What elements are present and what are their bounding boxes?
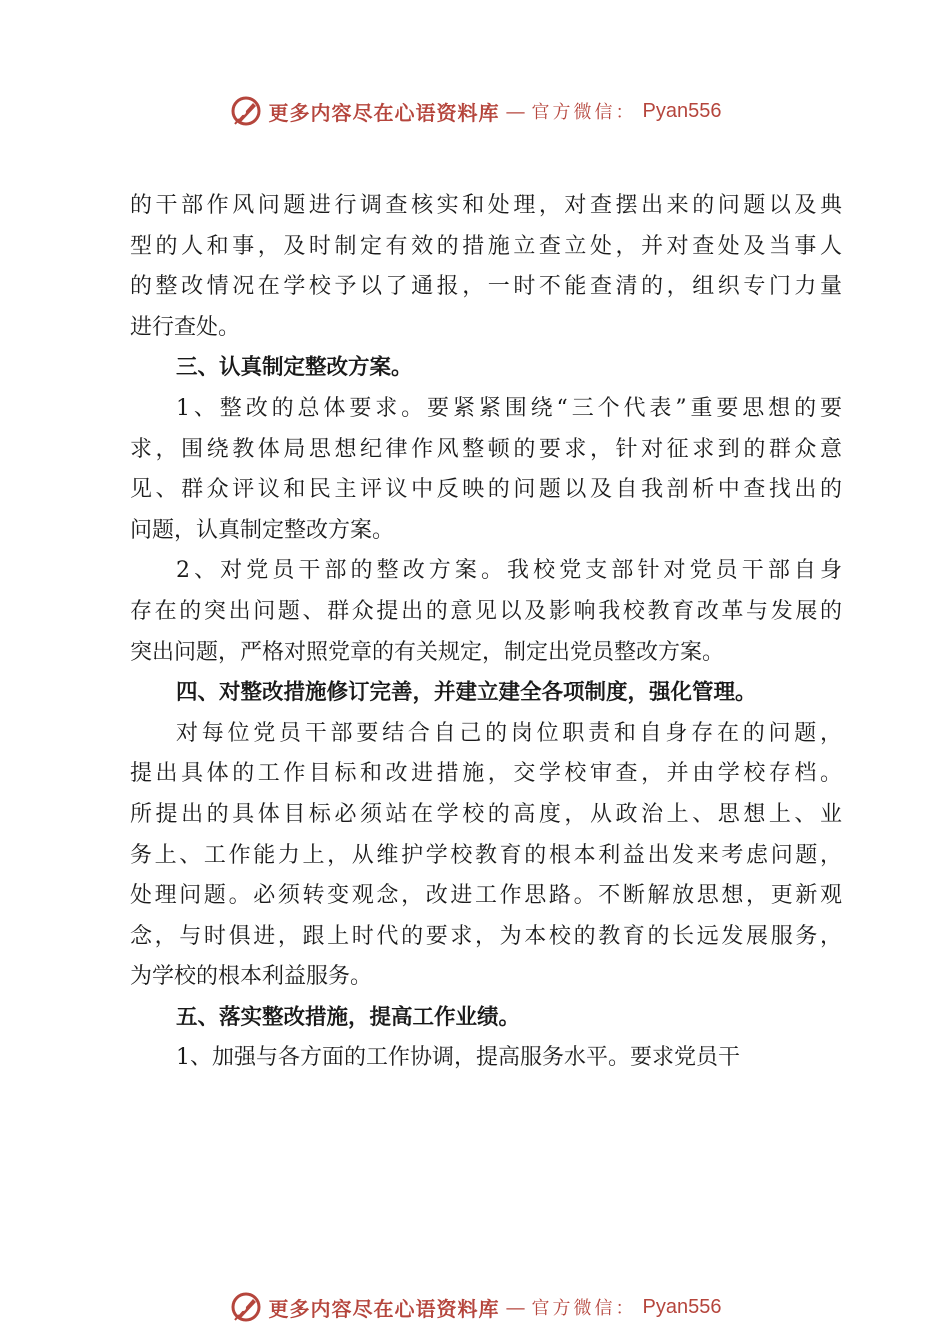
text-line: 1、加强与各方面的工作协调，提高服务水平。要求党员干 xyxy=(176,1045,740,1071)
text-line: 见、群众评议和民主评议中反映的问题以及自我剖析中查找出的 xyxy=(130,477,842,503)
text-line: 进行查处。 xyxy=(130,314,241,340)
paragraph xyxy=(130,551,842,673)
text-line: 四、对整改措施修订完善，并建立建全各项制度，强化管理。 xyxy=(176,680,757,706)
watermark-banner-bottom xyxy=(0,1290,950,1324)
watermark-brand: 更多内容尽在心语资料库 xyxy=(268,1296,500,1321)
watermark-wechat-label: 官方微信： xyxy=(531,1298,637,1319)
section-heading xyxy=(130,348,842,389)
document-body xyxy=(130,186,842,1079)
text-line: 1、整改的总体要求。要紧紧围绕“三个代表”重要思想的要 xyxy=(176,395,842,421)
text-line: 存在的突出问题、群众提出的意见以及影响我校教育改革与发展的 xyxy=(130,598,842,624)
quill-logo-icon xyxy=(229,94,263,128)
watermark-wechat-label: 官方微信： xyxy=(531,102,637,123)
watermark-wechat-id: Pyan556 xyxy=(642,99,722,122)
text-line: 五、落实整改措施，提高工作业绩。 xyxy=(176,1004,521,1030)
text-line: 求，围绕教体局思想纪律作风整顿的要求，针对征求到的群众意 xyxy=(130,436,842,462)
paragraph xyxy=(130,714,842,998)
paragraph xyxy=(130,1038,842,1079)
watermark-dash: — xyxy=(505,99,526,123)
text-line: 对每位党员干部要结合自己的岗位职责和自身存在的问题， xyxy=(176,720,842,746)
text-line: 的干部作风问题进行调查核实和处理，对查摆出来的问题以及典 xyxy=(130,193,842,218)
section-heading xyxy=(130,673,842,714)
paragraph xyxy=(130,186,842,348)
text-line: 型的人和事，及时制定有效的措施立查立处，并对查处及当事人 xyxy=(130,233,842,259)
watermark-wechat-id: Pyan556 xyxy=(642,1295,722,1318)
text-line: 问题，认真制定整改方案。 xyxy=(130,517,395,543)
text-line: 提出具体的工作目标和改进措施，交学校审查，并由学校存档。 xyxy=(130,761,842,787)
watermark-banner-top xyxy=(0,94,950,128)
text-line: 处理问题。必须转变观念，改进工作思路。不断解放思想，更新观 xyxy=(130,883,842,909)
section-heading xyxy=(130,998,842,1039)
text-line: 念，与时俱进，跟上时代的要求，为本校的教育的长远发展服务， xyxy=(130,923,842,949)
text-line: 务上、工作能力上，从维护学校教育的根本利益出发来考虑问题， xyxy=(130,842,842,868)
text-line: 的整改情况在学校予以了通报，一时不能查清的，组织专门力量 xyxy=(130,274,842,300)
text-line: 2、对党员干部的整改方案。我校党支部针对党员干部自身 xyxy=(176,558,842,584)
quill-logo-icon xyxy=(229,1290,263,1324)
paragraph xyxy=(130,389,842,551)
text-line: 所提出的具体目标必须站在学校的高度，从政治上、思想上、业 xyxy=(130,801,842,827)
text-line: 突出问题，严格对照党章的有关规定，制定出党员整改方案。 xyxy=(130,639,725,665)
watermark-dash: — xyxy=(505,1295,526,1319)
text-line: 三、认真制定整改方案。 xyxy=(176,355,413,381)
watermark-brand: 更多内容尽在心语资料库 xyxy=(268,100,500,125)
text-line: 为学校的根本利益服务。 xyxy=(130,964,373,990)
